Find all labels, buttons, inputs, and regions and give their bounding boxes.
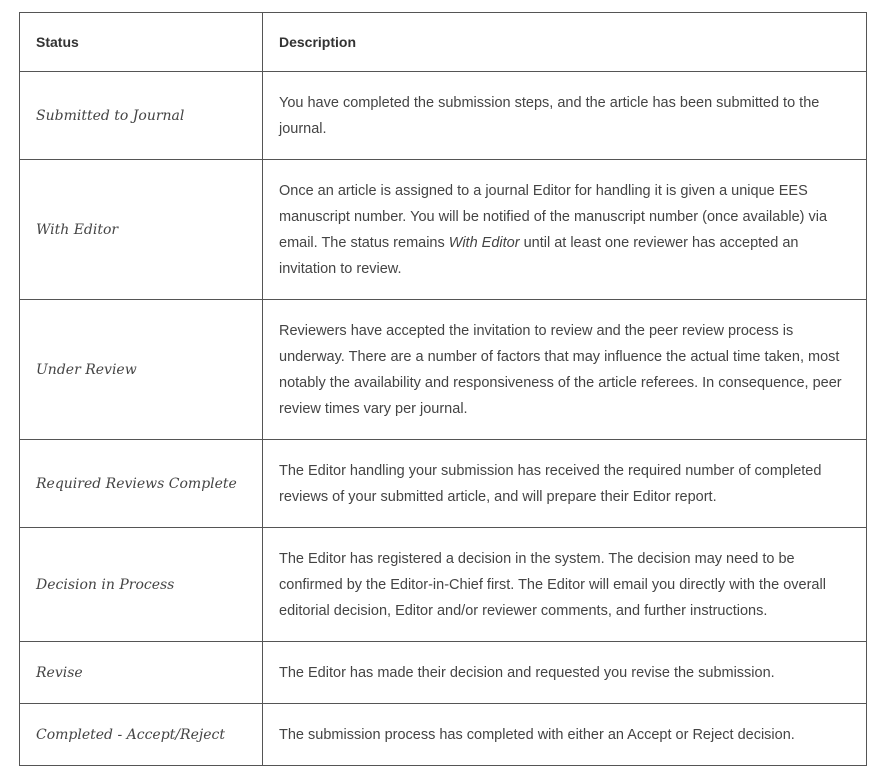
description-cell bbox=[263, 160, 867, 300]
table-row bbox=[20, 300, 867, 440]
status-cell: Completed - Accept/Reject bbox=[20, 704, 263, 766]
status-cell: Under Review bbox=[20, 300, 263, 440]
status-cell: With Editor bbox=[20, 160, 263, 300]
table-header-row bbox=[20, 13, 867, 72]
description-text: Once an article is assigned to a journal Editor for handling it is given a unique EES manuscript number. You will be notified of the manuscript number (once available) via email. The status remains bbox=[279, 182, 828, 251]
description-cell: The Editor has made their decision and requested you revise the submission. bbox=[263, 642, 867, 704]
description-emphasis: With Editor bbox=[448, 234, 520, 251]
table-row bbox=[20, 528, 867, 642]
submission-status-table bbox=[19, 12, 867, 766]
description-cell: The Editor has registered a decision in the system. The decision may need to be confirmed by the Editor-in-Chief first. The Editor will email you directly with the overall editorial decision, Editor and/or reviewer comments, and further instructions. bbox=[263, 528, 867, 642]
status-cell: Decision in Process bbox=[20, 528, 263, 642]
description-cell: The Editor handling your submission has received the required number of completed reviews of your submitted article, and will prepare their Editor report. bbox=[263, 440, 867, 528]
table-row bbox=[20, 160, 867, 300]
description-cell: The submission process has completed with either an Accept or Reject decision. bbox=[263, 704, 867, 766]
description-cell: Reviewers have accepted the invitation to review and the peer review process is underway. There are a number of factors that may influence the actual time taken, most notably the availability and responsiveness of the article referees. In consequence, peer review times vary per journal. bbox=[263, 300, 867, 440]
status-cell: Revise bbox=[20, 642, 263, 704]
column-header-status: Status bbox=[20, 13, 263, 72]
table-row bbox=[20, 440, 867, 528]
table-row bbox=[20, 72, 867, 160]
column-header-description: Description bbox=[263, 13, 867, 72]
table-row bbox=[20, 704, 867, 766]
status-table-container bbox=[19, 12, 866, 766]
description-text: until at least one reviewer has accepted an invitation to review. bbox=[279, 234, 799, 277]
status-cell: Required Reviews Complete bbox=[20, 440, 263, 528]
status-cell: Submitted to Journal bbox=[20, 72, 263, 160]
table-row bbox=[20, 642, 867, 704]
description-cell: You have completed the submission steps, and the article has been submitted to the journal. bbox=[263, 72, 867, 160]
